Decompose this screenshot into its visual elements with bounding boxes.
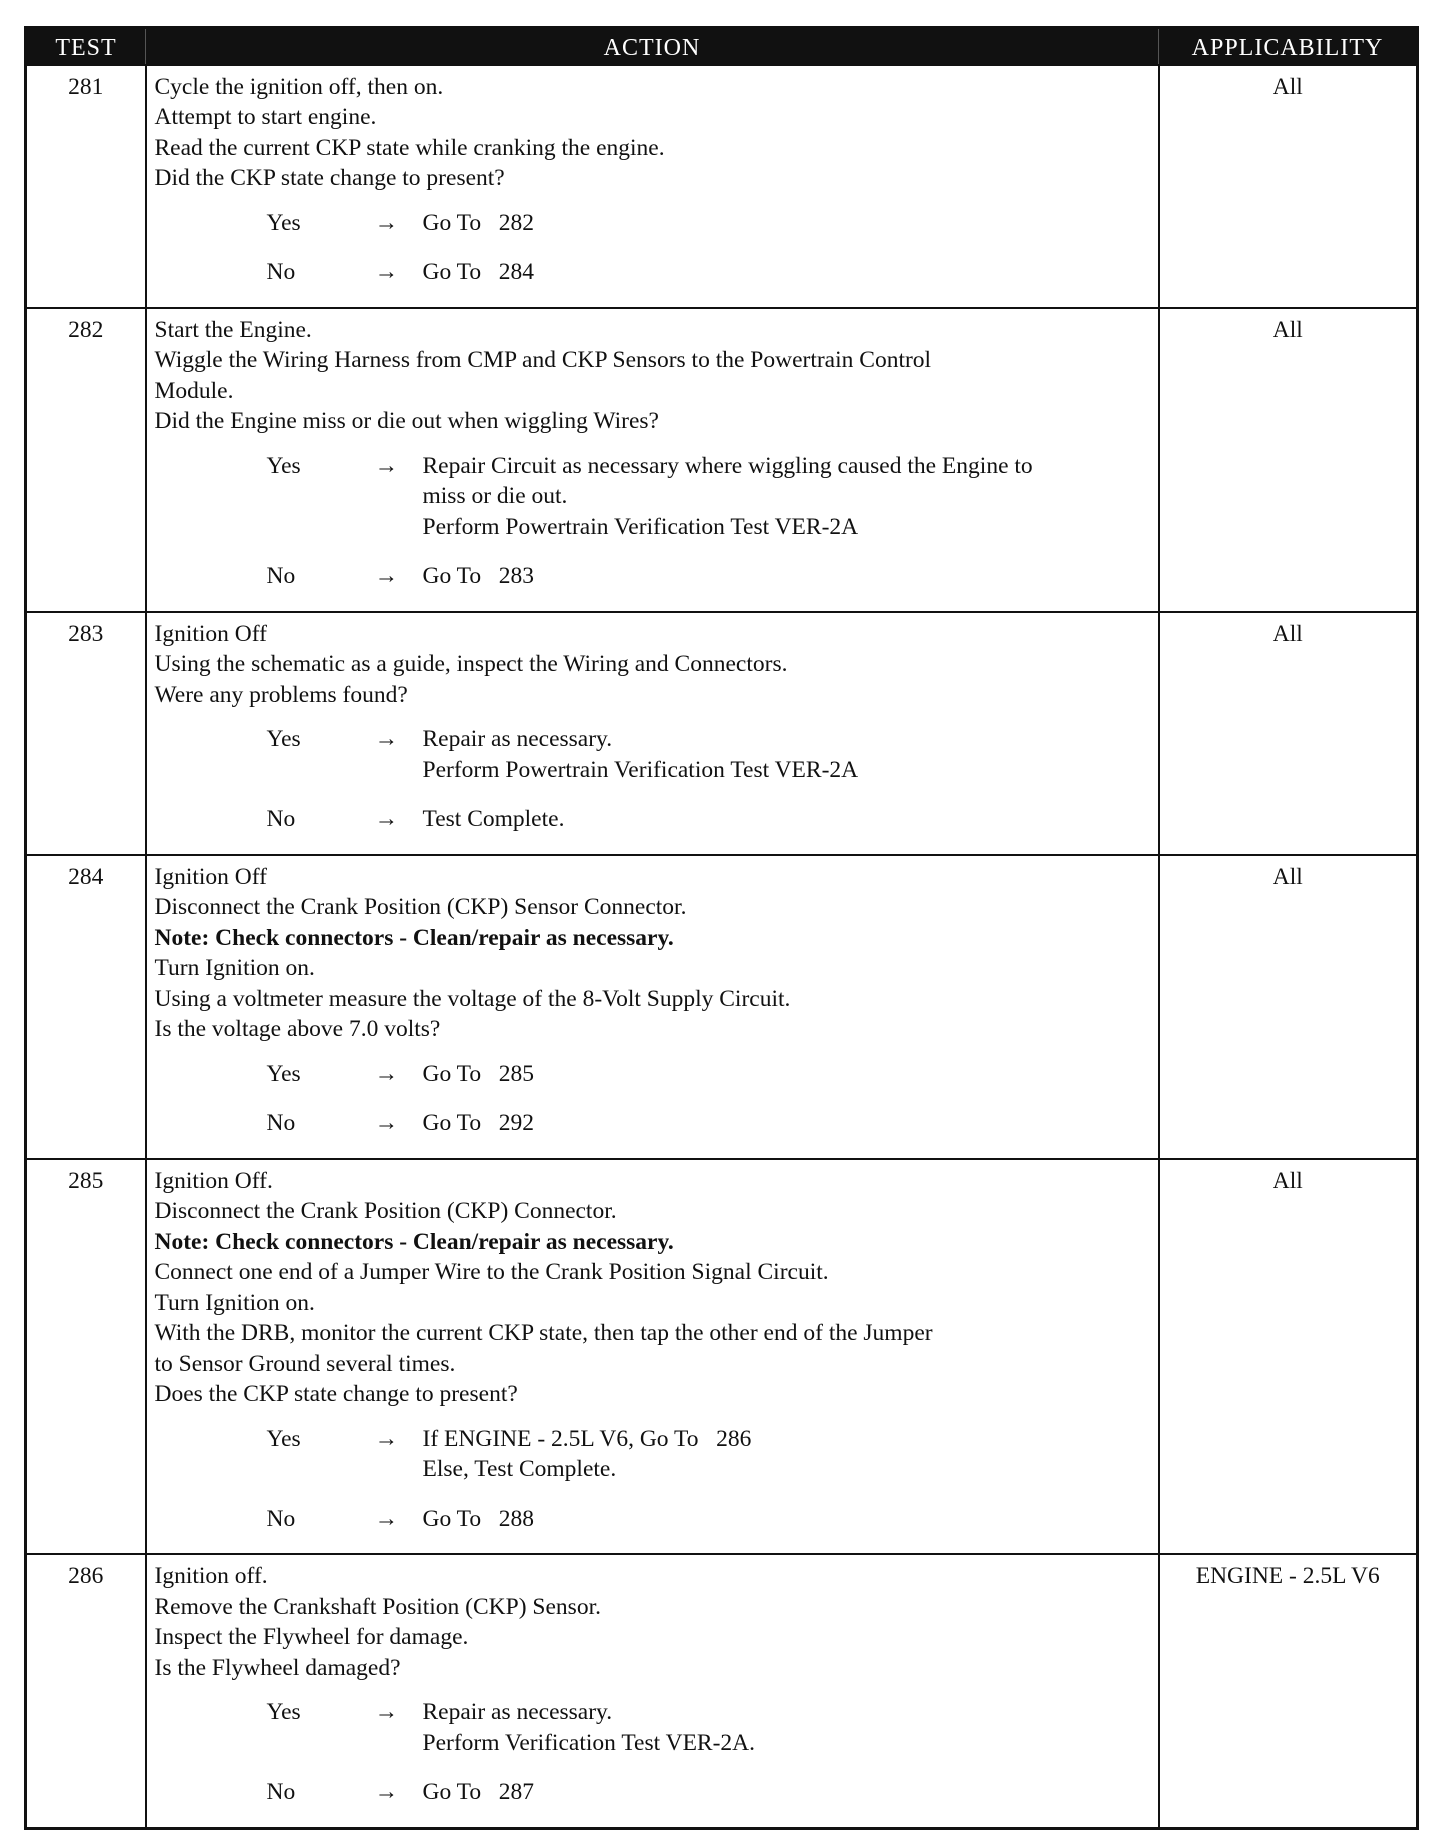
arrow-right-icon: →	[374, 563, 398, 589]
answer-target	[423, 724, 1152, 785]
answer-label: Yes	[266, 1060, 301, 1087]
applicability-cell: All	[1159, 1159, 1418, 1555]
answer-target	[423, 804, 1152, 835]
table-body	[26, 65, 1418, 1829]
instruction-line: Did the CKP state change to present?	[154, 165, 505, 191]
answer-label: Yes	[266, 1425, 301, 1452]
instruction-line: Ignition Off.	[154, 1167, 273, 1194]
answer-target-line: Repair Circuit as necessary where wiggling caused the Engine to	[422, 452, 1033, 479]
answer-yes	[267, 1424, 1152, 1485]
instruction-line: Turn Ignition on.	[154, 955, 315, 981]
answer-no	[267, 1777, 1152, 1808]
instruction-line: Cycle the ignition off, then on.	[154, 73, 444, 100]
answer-label: No	[266, 1779, 296, 1805]
answer-target	[423, 1059, 1152, 1090]
answer-target-line: Perform Powertrain Verification Test VER-2A	[422, 513, 859, 540]
answer-target-line: Go To 287	[422, 1779, 535, 1805]
answer-label: Yes	[266, 726, 301, 752]
answer-target-line: Go To 284	[422, 259, 535, 285]
test-number: 285	[26, 1159, 146, 1555]
answer-label: No	[266, 1505, 296, 1532]
answer-target-line: Test Complete.	[422, 806, 565, 832]
procedure-page	[24, 26, 1416, 1830]
arrow-right-icon: →	[374, 1779, 398, 1805]
test-number: 282	[26, 308, 146, 612]
action-cell	[146, 1159, 1159, 1555]
answer-label: No	[266, 259, 296, 285]
note-line: Note: Check connectors - Clean/repair as necessary.	[154, 1228, 674, 1255]
answer-yes	[267, 724, 1152, 785]
answer-no	[267, 1504, 1152, 1535]
answer-label: Yes	[266, 1699, 301, 1725]
answer-yes	[267, 208, 1152, 239]
answer-target	[423, 1777, 1152, 1808]
instruction-line: Using the schematic as a guide, inspect the Wiring and Connectors.	[154, 651, 788, 677]
answer-list	[155, 1059, 1152, 1139]
arrow-right-icon: →	[374, 1505, 398, 1532]
answer-no	[267, 257, 1152, 288]
applicability-cell: All	[1159, 308, 1418, 612]
diagnostic-test-table	[24, 26, 1419, 1830]
answer-target-line: If ENGINE - 2.5L V6, Go To 286	[422, 1425, 752, 1452]
instruction-line: Does the CKP state change to present?	[154, 1381, 518, 1407]
answer-target-line: Go To 285	[422, 1060, 535, 1087]
answer-no	[267, 1108, 1152, 1139]
answer-target-line: Go To 292	[422, 1110, 535, 1136]
table-row	[26, 855, 1418, 1159]
test-number: 284	[26, 855, 146, 1159]
applicability-cell: All	[1159, 65, 1418, 308]
applicability-cell: All	[1159, 855, 1418, 1159]
instruction-line: Inspect the Flywheel for damage.	[154, 1624, 469, 1650]
answer-target-line: Repair as necessary.	[422, 726, 613, 752]
table-row	[26, 1554, 1418, 1828]
test-number: 281	[26, 65, 146, 308]
table-header	[26, 28, 1418, 65]
answer-target-line: Perform Powertrain Verification Test VER-2A	[422, 756, 859, 783]
instruction-line: Did the Engine miss or die out when wiggling Wires?	[154, 408, 659, 434]
instruction-line: Remove the Crankshaft Position (CKP) Sensor.	[154, 1593, 601, 1620]
action-cell	[146, 308, 1159, 612]
instruction-line: Disconnect the Crank Position (CKP) Connector.	[154, 1198, 617, 1224]
arrow-right-icon: →	[374, 1699, 398, 1725]
answer-label: Yes	[266, 209, 301, 236]
arrow-right-icon: →	[374, 259, 398, 285]
answer-target	[423, 451, 1152, 543]
action-cell	[146, 855, 1159, 1159]
arrow-right-icon: →	[374, 726, 398, 752]
answer-yes	[267, 451, 1152, 543]
instruction-line: Turn Ignition on.	[154, 1289, 315, 1316]
action-cell	[146, 65, 1159, 308]
answer-list	[155, 451, 1152, 592]
instruction-line: Read the current CKP state while cranking the engine.	[154, 134, 665, 161]
instruction-line: to Sensor Ground several times.	[154, 1350, 456, 1377]
answer-yes	[267, 1697, 1152, 1758]
answer-target-line: Go To 282	[422, 209, 535, 236]
table-row	[26, 1159, 1418, 1555]
answer-list	[155, 1424, 1152, 1535]
instruction-line: Is the voltage above 7.0 volts?	[154, 1016, 441, 1042]
arrow-right-icon: →	[374, 1425, 398, 1452]
action-cell	[146, 1554, 1159, 1828]
answer-label: No	[266, 563, 296, 589]
answer-label: No	[266, 1110, 296, 1136]
table-row	[26, 612, 1418, 855]
instruction-line: Were any problems found?	[154, 681, 408, 708]
note-line: Note: Check connectors - Clean/repair as necessary.	[154, 924, 674, 951]
answer-label: Yes	[266, 452, 301, 479]
instruction-line: Start the Engine.	[154, 316, 312, 343]
header-applicability: APPLICABILITY	[1159, 28, 1418, 65]
arrow-right-icon: →	[374, 209, 398, 236]
answer-target	[423, 1697, 1152, 1758]
instruction-line: Ignition off.	[154, 1563, 268, 1589]
arrow-right-icon: →	[374, 1060, 398, 1087]
answer-target-line: Repair as necessary.	[422, 1699, 613, 1725]
answer-label: No	[266, 806, 296, 832]
answer-yes	[267, 1059, 1152, 1090]
table-row	[26, 308, 1418, 612]
answer-target	[423, 1108, 1152, 1139]
applicability-cell: ENGINE - 2.5L V6	[1159, 1554, 1418, 1828]
answer-target	[423, 561, 1152, 592]
answer-target-line: Go To 288	[422, 1505, 535, 1532]
answer-no	[267, 561, 1152, 592]
instruction-line: Connect one end of a Jumper Wire to the Crank Position Signal Circuit.	[154, 1259, 829, 1285]
test-number: 283	[26, 612, 146, 855]
instruction-line: Attempt to start engine.	[154, 104, 377, 130]
instruction-line: With the DRB, monitor the current CKP state, then tap the other end of the Jumper	[154, 1320, 933, 1346]
instruction-line: Disconnect the Crank Position (CKP) Sensor Connector.	[154, 894, 687, 920]
answer-target-line: Perform Verification Test VER-2A.	[422, 1729, 756, 1756]
instruction-line: Ignition Off	[154, 620, 267, 647]
arrow-right-icon: →	[374, 452, 398, 479]
answer-target	[423, 1504, 1152, 1535]
answer-target	[423, 257, 1152, 288]
answer-list	[155, 1697, 1152, 1808]
answer-list	[155, 724, 1152, 835]
table-row	[26, 65, 1418, 308]
answer-list	[155, 208, 1152, 288]
instruction-line: Using a voltmeter measure the voltage of the 8-Volt Supply Circuit.	[154, 985, 791, 1012]
instruction-line: Is the Flywheel damaged?	[154, 1654, 401, 1681]
instruction-line: Module.	[154, 377, 234, 404]
instruction-line: Ignition Off	[154, 863, 267, 890]
action-cell	[146, 612, 1159, 855]
answer-target-line: miss or die out.	[422, 483, 568, 509]
applicability-cell: All	[1159, 612, 1418, 855]
answer-no	[267, 804, 1152, 835]
answer-target-line: Else, Test Complete.	[422, 1456, 617, 1482]
answer-target	[423, 208, 1152, 239]
header-action: ACTION	[146, 28, 1159, 65]
instruction-line: Wiggle the Wiring Harness from CMP and CKP Sensors to the Powertrain Control	[154, 347, 932, 373]
arrow-right-icon: →	[374, 806, 398, 832]
test-number: 286	[26, 1554, 146, 1828]
arrow-right-icon: →	[374, 1110, 398, 1136]
header-test: TEST	[26, 28, 146, 65]
answer-target-line: Go To 283	[422, 563, 535, 589]
answer-target	[423, 1424, 1152, 1485]
